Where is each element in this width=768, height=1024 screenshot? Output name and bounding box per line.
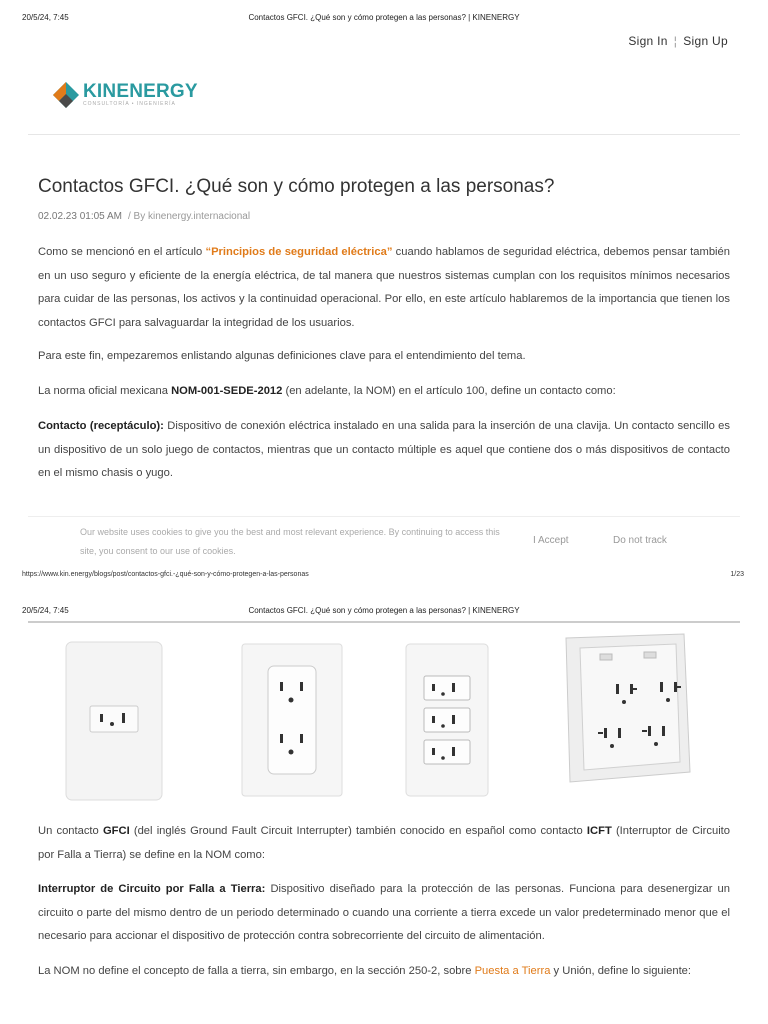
- paragraph-gfci-def: Un contacto GFCI (del inglés Ground Fault Circuit Interrupter) también conocido en español como contacto ICFT (Interruptor de Circuito por Falla a Tierra) se define en la NOM como:: [38, 825, 731, 861]
- auth-links: [628, 34, 728, 48]
- cookie-banner: [28, 516, 740, 562]
- header-divider: [28, 134, 740, 135]
- quad-gfci-outlet-image: [560, 632, 694, 789]
- sign-up-link[interactable]: Sign Up: [683, 34, 728, 48]
- paragraph-contacto-def: Contacto (receptáculo): Dispositivo de conexión eléctrica instalado en una salida para la inserción de una clavija. Un contacto sencillo es un dispositivo de un solo juego de contactos, mientras que un contacto múltiple es aquel que contiene dos o más dispositivos de contacto en el mismo chasis o yugo.: [38, 420, 730, 479]
- print-datetime-p2: 20/5/24, 7:45: [22, 606, 69, 615]
- site-logo[interactable]: [53, 82, 198, 108]
- triple-outlet-image: [404, 642, 490, 803]
- image-top-border: [28, 621, 740, 623]
- article-date: 02.02.23 01:05 AM: [38, 211, 122, 222]
- print-url: https://www.kin.energy/blogs/post/contactos-gfci.-¿qué-son-y-cómo-protegen-a-las-personas: [22, 571, 309, 578]
- print-page-number: 1/23: [730, 571, 744, 578]
- accept-cookies-button[interactable]: I Accept: [533, 535, 569, 546]
- print-title-p2: Contactos GFCI. ¿Qué son y cómo protegen a las personas? | KINENERGY: [248, 606, 520, 615]
- single-outlet-image: [64, 640, 164, 807]
- link-principios-seguridad[interactable]: “Principios de seguridad eléctrica”: [205, 246, 393, 258]
- logo-mark-icon: [53, 82, 79, 108]
- sign-in-link[interactable]: Sign In: [628, 34, 668, 48]
- duplex-outlet-image: [240, 642, 344, 803]
- auth-separator: ¦: [673, 34, 678, 48]
- article-author[interactable]: / By kinenergy.internacional: [127, 211, 251, 222]
- link-puesta-a-tierra[interactable]: Puesta a Tierra: [474, 965, 551, 977]
- paragraph-icft-def: Interruptor de Circuito por Falla a Tierra: Dispositivo diseñado para la protección de las personas. Funciona para desenergizar un circuito o parte del mismo dentro de un periodo determinado o cuando una corriente a tierra excede un valor predeterminado menor que el necesario para accionar el dispositivo de protección contra sobrecorriente del circuito de alimentación.: [38, 883, 730, 942]
- do-not-track-button[interactable]: Do not track: [613, 535, 667, 546]
- cookie-text: Our website uses cookies to give you the best and most relevant experience. By continuing to access this site, you consent to our use of cookies.: [80, 527, 500, 556]
- paragraph-definitions-intro: Para este fin, empezaremos enlistando algunas definiciones clave para el entendimiento del tema.: [38, 350, 526, 362]
- article-meta: [38, 211, 250, 222]
- logo-name: KINENERGY: [83, 81, 198, 102]
- paragraph-falla-tierra: La NOM no define el concepto de falla a tierra, sin embargo, en la sección 250-2, sobre Puesta a Tierra y Unión, define lo siguiente:: [38, 965, 692, 977]
- logo-tagline: CONSULTORÍA • INGENIERÍA: [83, 101, 176, 107]
- print-title: Contactos GFCI. ¿Qué son y cómo protegen a las personas? | KINENERGY: [248, 13, 520, 22]
- article-title: Contactos GFCI. ¿Qué son y cómo protegen a las personas?: [38, 176, 555, 197]
- print-datetime: 20/5/24, 7:45: [22, 13, 69, 22]
- paragraph-nom: La norma oficial mexicana NOM-001-SEDE-2012 (en adelante, la NOM) en el artículo 100, define un contacto como:: [38, 385, 616, 397]
- paragraph-intro: Como se mencionó en el artículo “Principios de seguridad eléctrica” cuando hablamos de seguridad eléctrica, debemos pensar también en un uso seguro y eficiente de la energía eléctrica, de tal manera que nuestros sistemas cumplan con los requisitos mínimos necesarios para cuidar de las personas, los activos y la continuidad operacional. Por ello, en este artículo hablaremos de la importancia que tienen los contactos GFCI para salvaguardar la integridad de los usuarios.: [38, 246, 730, 329]
